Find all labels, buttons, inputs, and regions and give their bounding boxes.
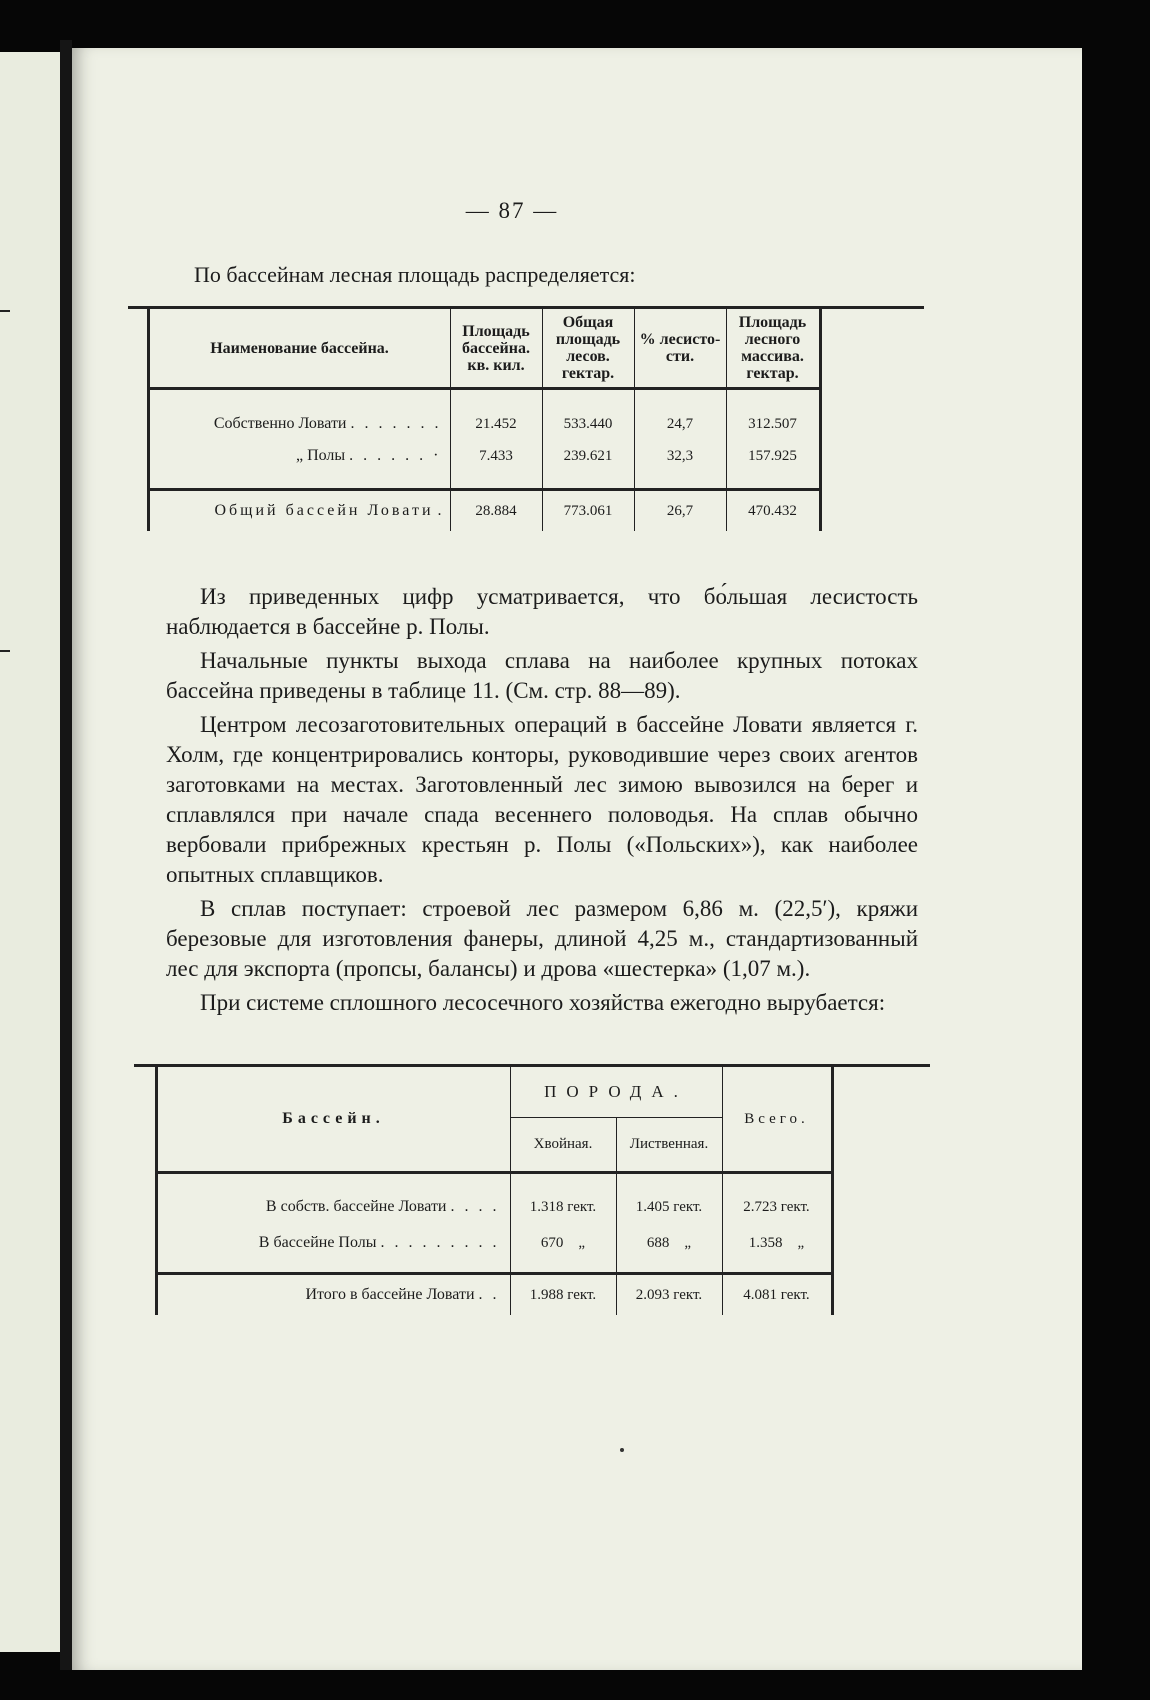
book-page bbox=[72, 48, 1082, 1670]
header-conifer: Хвойная. bbox=[510, 1118, 616, 1173]
cell-value: 7.433 bbox=[450, 440, 542, 472]
total-label: Общий бассейн Ловати . bbox=[148, 490, 450, 532]
cell-value: 670 „ bbox=[510, 1226, 616, 1260]
table-total-row bbox=[134, 1274, 930, 1316]
header-basin: Бассейн. bbox=[156, 1066, 510, 1173]
body-text bbox=[166, 582, 918, 1018]
paragraph: При системе сплошного лесосечного хозяйства ежегодно вырубается: bbox=[200, 990, 886, 1015]
total-value: 470.432 bbox=[726, 490, 820, 532]
row-label: Собственно Ловати . . . . . . . bbox=[148, 408, 450, 440]
cell-value: 1.318 гект. bbox=[510, 1188, 616, 1226]
intro-line: По бассейнам лесная площадь распределяется: bbox=[194, 262, 636, 287]
annual-cut-table bbox=[134, 1064, 930, 1315]
row-label: „ Полы . . . . . . · bbox=[148, 440, 450, 472]
header-total: Всего. bbox=[722, 1066, 832, 1173]
left-page-mark bbox=[0, 650, 10, 652]
cell-value: 1.358 „ bbox=[722, 1226, 832, 1260]
table-header-row bbox=[134, 1066, 930, 1118]
page-number: — 87 — bbox=[465, 198, 559, 223]
forest-area-table bbox=[128, 306, 924, 531]
row-label: В бассейне Полы . . . . . . . . . bbox=[156, 1226, 510, 1260]
total-value: 4.081 гект. bbox=[722, 1274, 832, 1316]
header-basin-area: Площадь бассейна. кв. кил. bbox=[450, 308, 542, 389]
header-species: ПОРОДА. bbox=[510, 1066, 722, 1118]
cell-value: 1.405 гект. bbox=[616, 1188, 722, 1226]
total-value: 2.093 гект. bbox=[616, 1274, 722, 1316]
total-value: 28.884 bbox=[450, 490, 542, 532]
left-page-edge bbox=[0, 52, 60, 1652]
total-value: 1.988 гект. bbox=[510, 1274, 616, 1316]
total-label: Итого в бассейне Ловати . . bbox=[156, 1274, 510, 1316]
total-value: 773.061 bbox=[542, 490, 634, 532]
cell-value: 157.925 bbox=[726, 440, 820, 472]
header-forest-percent: % лесисто-сти. bbox=[634, 308, 726, 389]
table-row bbox=[134, 1226, 930, 1260]
table-row bbox=[128, 440, 924, 472]
cell-value: 688 „ bbox=[616, 1226, 722, 1260]
cell-value: 2.723 гект. bbox=[722, 1188, 832, 1226]
cell-value: 32,3 bbox=[634, 440, 726, 472]
cell-value: 239.621 bbox=[542, 440, 634, 472]
header-forest-area: Общая площадь лесов. гектар. bbox=[542, 308, 634, 389]
paragraph: Начальные пункты выхода сплава на наиболее крупных потоках бассейна приведены в таблице 11. (См. стр. 88—89). bbox=[166, 648, 918, 703]
table-row bbox=[134, 1188, 930, 1226]
paragraph: Из приведенных цифр усматривается, что бо́льшая лесистость наблюдается в бассейне р. Полы. bbox=[166, 584, 918, 639]
cell-value: 312.507 bbox=[726, 408, 820, 440]
table-total-row bbox=[128, 490, 924, 532]
header-basin-name: Наименование бассейна. bbox=[148, 308, 450, 389]
cell-value: 24,7 bbox=[634, 408, 726, 440]
row-label: В собств. бассейне Ловати . . . . bbox=[156, 1188, 510, 1226]
total-value: 26,7 bbox=[634, 490, 726, 532]
header-massif-area: Площадь лесного массива. гектар. bbox=[726, 308, 820, 389]
cell-value: 21.452 bbox=[450, 408, 542, 440]
paragraph: В сплав поступает: строевой лес размером 6,86 м. (22,5′), кряжи березовые для изготовления фанеры, длиной 4,25 м., стандартизованный лес для экспорта (пропсы, балансы) и дрова «шестерка» (1,07 м.). bbox=[166, 896, 918, 981]
table-row bbox=[128, 408, 924, 440]
header-deciduous: Лиственная. bbox=[616, 1118, 722, 1173]
table-header-row bbox=[128, 308, 924, 389]
book-gutter bbox=[60, 40, 72, 1670]
left-page-mark bbox=[0, 310, 10, 312]
paragraph: Центром лесозаготовительных операций в бассейне Ловати является г. Холм, где концентрировались конторы, руководившие через своих агентов заготовками на местах. Заготовленный лес зимою вывозился на берег и сплавлялся при начале спада весеннего половодья. На сплав обычно вербовали прибрежных крестьян р. Полы («Польских»), как наиболее опытных сплавщиков. bbox=[166, 712, 918, 887]
ink-dot bbox=[620, 1448, 624, 1452]
cell-value: 533.440 bbox=[542, 408, 634, 440]
